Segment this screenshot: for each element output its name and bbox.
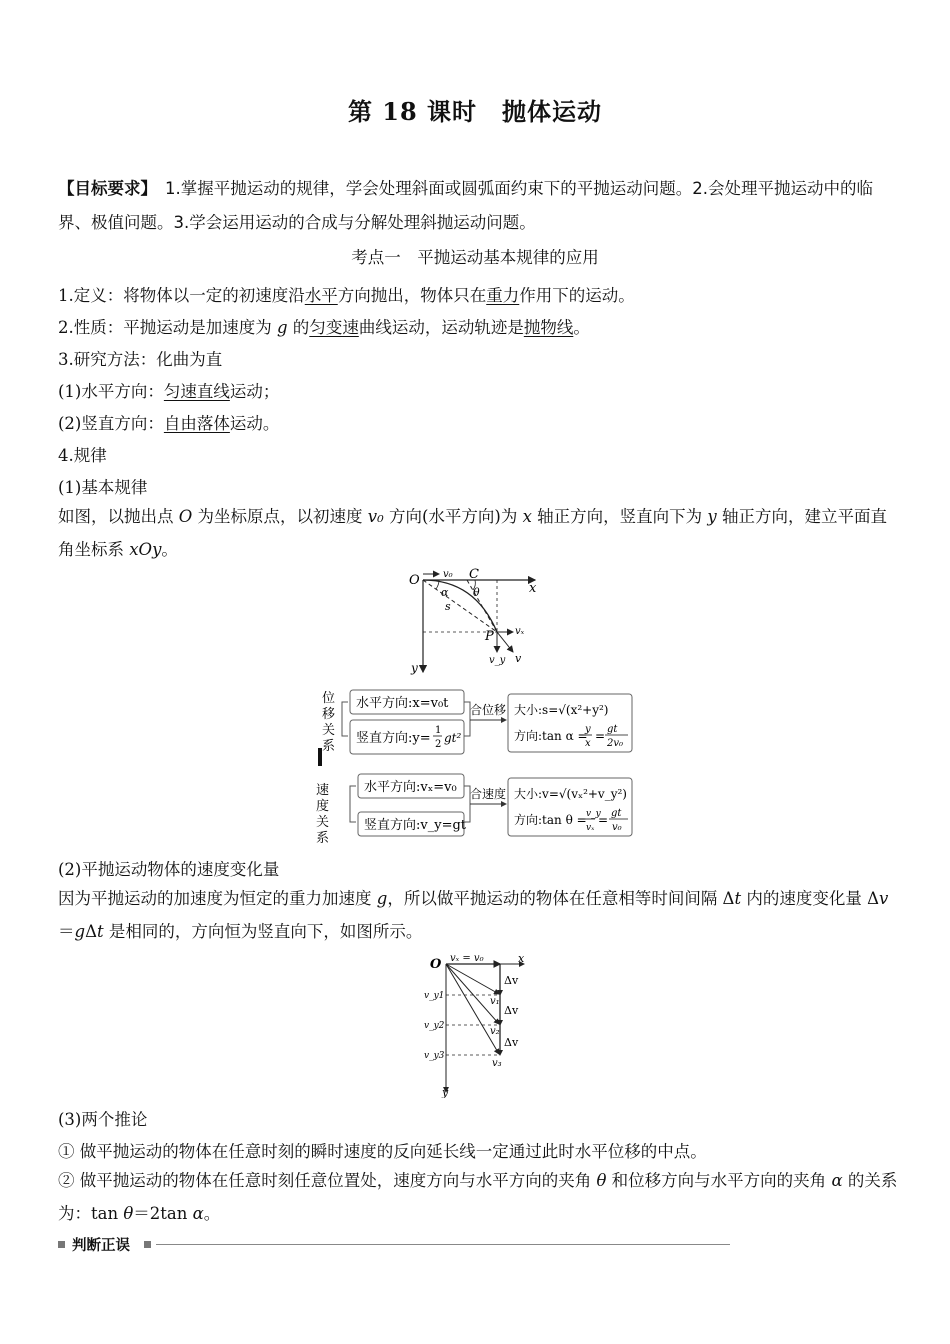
svg-text:y: y — [585, 724, 591, 735]
vel-direction: 方向:tan θ = — [514, 813, 587, 827]
definition-line: 1.定义：将物体以一定的初速度沿水平方向抛出，物体只在重力作用下的运动。 — [58, 286, 635, 305]
disp-vertical-text-b: gt² — [444, 731, 462, 745]
label-alpha: α — [441, 586, 449, 599]
inference-first: ① 做平抛运动的物体在任意时刻的瞬时速度的反向延长线一定通过此时水平位移的中点。 — [58, 1142, 707, 1161]
svg-text:O: O — [430, 957, 442, 972]
change-paragraph: 因为平抛运动的加速度为恒定的重力加速度 g，所以做平抛运动的物体在任意相等时间间隔 Δt 内的速度变化量 Δv＝gΔt 是相同的，方向恒为竖直向下，如图所示。 — [58, 889, 889, 941]
square-marker-icon — [58, 1241, 65, 1248]
goals-text: 1.掌握平抛运动的规律，学会处理斜面或圆弧面约束下的平抛运动问题。2.会处理平抛运动中的临界、极值问题。3.学会运用运动的合成与分解处理斜抛运动问题。 — [58, 179, 873, 232]
answer-uniform-accel: 匀变速 — [309, 318, 359, 337]
velocity-group-label: 速度关系 — [316, 783, 330, 846]
inference-second: ② 做平抛运动的物体在任意时刻任意位置处，速度方向与水平方向的夹角 θ 和位移方向与水平方向的夹角 α 的关系为：tan θ＝2tan α。 — [58, 1171, 898, 1223]
disp-vertical-text-a: 竖直方向:y= — [356, 731, 431, 746]
label-s: s — [445, 600, 451, 613]
v-arrow — [497, 632, 513, 652]
svg-text:2: 2 — [435, 739, 442, 750]
learning-goals — [58, 172, 890, 240]
label-vx: vₓ — [515, 626, 525, 637]
answer-gravity: 重力 — [486, 286, 520, 305]
label-x: x — [529, 581, 537, 596]
svg-text:Δv: Δv — [504, 974, 519, 987]
divider-bar — [318, 748, 322, 766]
inference-heading: (3)两个推论 — [58, 1110, 148, 1129]
page-title: 第 18 课时 抛体运动 — [347, 97, 603, 126]
svg-text:1: 1 — [435, 725, 442, 736]
coord-paragraph: 如图，以抛出点 O 为坐标原点，以初速度 v₀ 方向(水平方向)为 x 轴正方向，竖直向下为 y 轴正方向，建立平面直角坐标系 xOy。 — [58, 507, 887, 559]
judge-section-header — [58, 1234, 730, 1256]
svg-text:v_y2: v_y2 — [424, 1021, 445, 1031]
label-P: P — [485, 629, 494, 644]
label-O: O — [409, 573, 420, 588]
label-vy: v_y — [489, 655, 506, 666]
relations-flowchart — [310, 686, 640, 846]
property-line: 2.性质：平抛运动是加速度为 g 的匀变速曲线运动，运动轨迹是抛物线。 — [58, 318, 590, 337]
svg-text:gt: gt — [611, 808, 622, 819]
label-v: v — [515, 652, 522, 665]
vertical-line: (2)竖直方向：自由落体运动。 — [58, 414, 280, 433]
svg-text:vₓ = v₀: vₓ = v₀ — [450, 953, 484, 964]
svg-text:v₀: v₀ — [612, 822, 622, 833]
answer-parabola: 抛物线 — [523, 318, 574, 337]
method-line: 3.研究方法：化曲为直 — [58, 350, 223, 369]
goals-tag: 【目标要求】 — [58, 179, 157, 198]
trajectory-figure — [405, 566, 545, 678]
disp-direction: 方向:tan α = — [514, 729, 588, 743]
svg-text:v₂: v₂ — [490, 1026, 500, 1037]
svg-text:v₃: v₃ — [492, 1058, 502, 1069]
svg-text:v_y: v_y — [586, 809, 601, 819]
svg-text:vₓ: vₓ — [586, 823, 595, 833]
disp-horizontal-text: 水平方向:x=v₀t — [356, 696, 449, 711]
answer-uniform-linear: 匀速直线 — [163, 382, 230, 401]
svg-text:=: = — [598, 813, 609, 827]
horizontal-line: (1)水平方向：匀速直线运动； — [58, 382, 280, 401]
svg-text:y: y — [442, 1086, 449, 1098]
square-marker-icon — [144, 1241, 151, 1248]
label-y: y — [411, 661, 418, 675]
svg-text:x: x — [585, 738, 591, 749]
basic-law-line: (1)基本规律 — [58, 478, 148, 497]
svg-text:v₁: v₁ — [490, 996, 500, 1007]
svg-text:2v₀: 2v₀ — [607, 738, 624, 749]
vel-horizontal-text: 水平方向:vₓ=v₀ — [364, 780, 457, 795]
svg-text:Δv: Δv — [504, 1036, 519, 1049]
velocity-extension — [467, 580, 497, 632]
vel-magnitude: 大小:v=√(vₓ²+v_y²) — [514, 787, 627, 801]
disp-merge-label: 合位移 — [470, 703, 507, 717]
velocity-change-figure — [420, 950, 535, 1098]
disp-magnitude: 大小:s=√(x²+y²) — [514, 703, 609, 717]
svg-text:v_y1: v_y1 — [424, 991, 445, 1001]
vel-merge-label: 合速度 — [470, 787, 507, 801]
svg-text:Δv: Δv — [504, 1004, 519, 1017]
label-C: C — [469, 567, 479, 582]
label-theta: θ — [473, 586, 480, 599]
svg-text:=: = — [595, 729, 606, 743]
section-heading: 考点一 平抛运动基本规律的应用 — [351, 248, 599, 267]
judge-label: 判断正误 — [72, 1238, 130, 1254]
vel-vertical-text: 竖直方向:v_y=gt — [364, 818, 467, 833]
law-line: 4.规律 — [58, 446, 107, 465]
displacement-group-label: 位移关系 — [322, 691, 336, 754]
divider-line — [156, 1244, 730, 1245]
answer-free-fall: 自由落体 — [163, 414, 230, 433]
label-v0: v₀ — [443, 569, 453, 580]
svg-text:x: x — [518, 952, 525, 965]
svg-text:v_y3: v_y3 — [424, 1051, 445, 1061]
answer-horizontal: 水平 — [304, 286, 338, 305]
svg-text:gt: gt — [607, 724, 618, 735]
change-heading: (2)平抛运动物体的速度变化量 — [58, 860, 280, 879]
